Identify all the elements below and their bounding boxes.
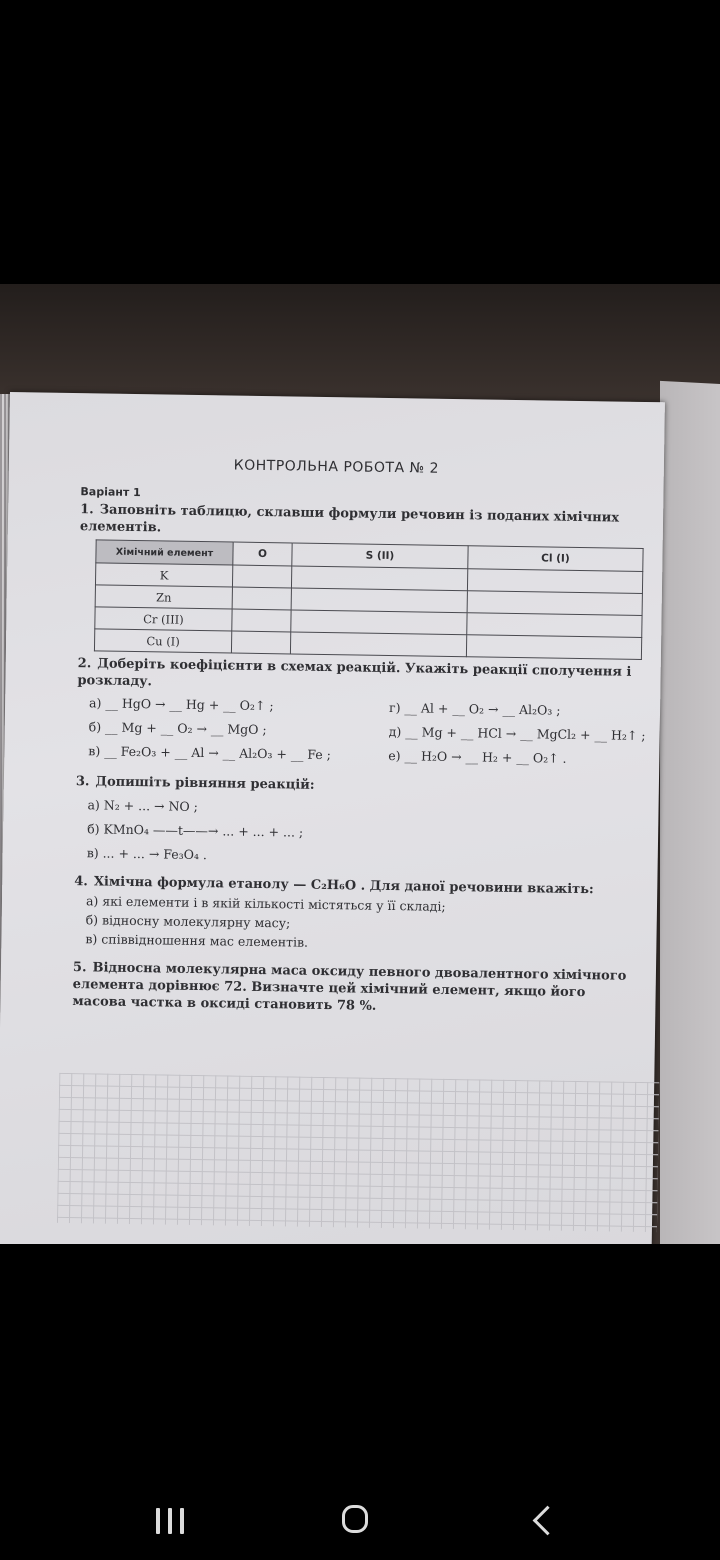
task-4-text: Хімічна формула етанолу — C₂H₆O . Для даної речовини вкажіть:: [93, 874, 594, 898]
back-button[interactable]: [515, 1500, 575, 1544]
element-cell: Zn: [95, 585, 232, 609]
answer-cell[interactable]: [467, 569, 642, 594]
task-2: [77, 655, 647, 698]
sub-question: в) співвідношення мас елементів.: [85, 931, 309, 950]
task-3-number: 3.: [75, 774, 90, 790]
element-cell: Cu (I): [94, 629, 231, 653]
equation-line: а) N₂ + ... → NO ;: [87, 797, 199, 815]
reaction-scheme: а) __ HgO → __ Hg + __ O₂↑ ;: [89, 695, 274, 714]
answer-cell[interactable]: [232, 609, 291, 632]
task-1-number: 1.: [80, 502, 94, 518]
worksheet-page: [0, 392, 665, 1244]
answer-cell[interactable]: [231, 631, 290, 654]
background-surface: [0, 284, 720, 404]
answer-cell[interactable]: [291, 566, 467, 591]
answer-cell[interactable]: [467, 613, 642, 638]
task-5-number: 5.: [72, 960, 87, 976]
adjacent-page: [660, 381, 720, 1244]
table-header-cell: S (II): [292, 543, 468, 569]
variant-label: Варіант 1: [80, 485, 141, 500]
reaction-scheme: б) __ Mg + __ O₂ → __ MgO ;: [88, 719, 267, 738]
element-cell: Cr (III): [95, 607, 232, 631]
task-3-text: Допишіть рівняння реакцій:: [95, 774, 315, 793]
task-5: [72, 959, 643, 1019]
recent-apps-button[interactable]: [140, 1500, 200, 1544]
answer-cell[interactable]: [290, 632, 466, 657]
table-header-cell: Cl (I): [468, 546, 643, 572]
element-cell: K: [95, 563, 232, 587]
answer-cell[interactable]: [291, 588, 467, 613]
sub-question: а) які елементи і в якій кількості містяться у її складі;: [85, 893, 446, 914]
answer-cell[interactable]: [467, 591, 642, 616]
table-header-cell: Хімічний елемент: [96, 540, 233, 565]
answer-cell[interactable]: [466, 635, 641, 660]
task-1-text: Заповніть таблицю, склавши формули речовин із поданих хімічних елементів.: [79, 502, 620, 536]
reaction-scheme: д) __ Mg + __ HCl → __ MgCl₂ + __ H₂↑ ;: [388, 723, 646, 744]
task-3: [76, 773, 315, 794]
reaction-scheme: в) __ Fe₂O₃ + __ Al → __ Al₂O₃ + __ Fe ;: [88, 743, 332, 763]
formula-table: [94, 539, 644, 660]
answer-grid[interactable]: [57, 1073, 659, 1232]
equation-line: б) KMnO₄ ——t——→ ... + ... + ... ;: [87, 821, 304, 840]
answer-cell[interactable]: [291, 610, 467, 635]
table-header-cell: O: [233, 542, 292, 566]
task-2-number: 2.: [77, 656, 92, 672]
task-4-number: 4.: [74, 874, 89, 890]
task-1: [80, 501, 650, 544]
reaction-scheme: е) __ H₂O → __ H₂ + __ O₂↑ .: [388, 747, 567, 766]
answer-cell[interactable]: [232, 587, 291, 610]
page-title: КОНТРОЛЬНА РОБОТА № 2: [233, 457, 440, 477]
sub-question: б) відносну молекулярну масу;: [85, 912, 291, 931]
task-2-text: Доберіть коефіцієнти в схемах реакцій. Укажіть реакції сполучення і розкладу.: [77, 656, 632, 690]
reaction-scheme: г) __ Al + __ O₂ → __ Al₂O₃ ;: [388, 699, 561, 718]
photo: [0, 284, 720, 1244]
answer-cell[interactable]: [232, 565, 291, 588]
task-5-text: Відносна молекулярна маса оксиду певного двовалентного хімічного елемента дорівнює 72. Визначте цей хімічний елемент, якщо його масова частка в оксиді становить 78 %.: [72, 960, 627, 1014]
equation-line: в) ... + ... → Fe₃O₄ .: [86, 845, 208, 863]
home-button[interactable]: [326, 1500, 386, 1544]
